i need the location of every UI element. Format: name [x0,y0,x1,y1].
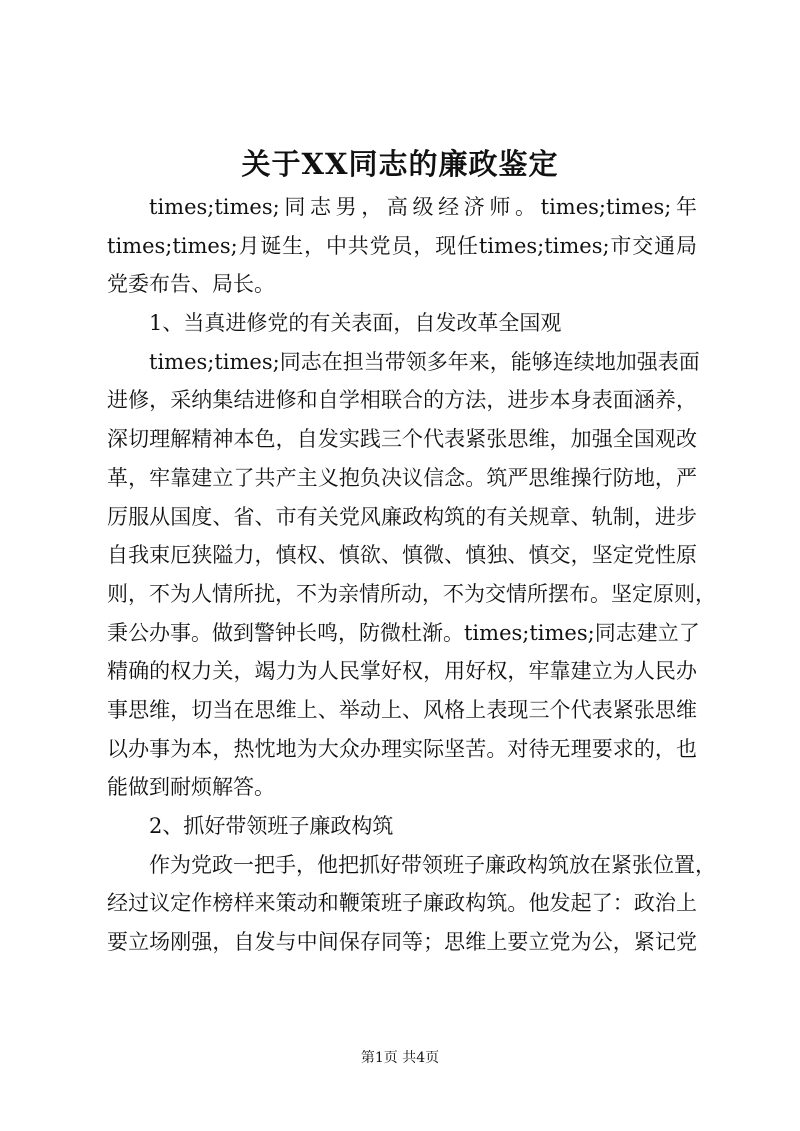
document-body [107,188,716,962]
body-line: 作为党政一把手，他把抓好带领班子廉政构筑放在紧张位置， [149,852,716,877]
body-line: 厉服从国度、省、市有关党风廉政构筑的有关规章、轨制，进步 [107,504,697,529]
body-line: 2、抓好带领班子廉政构筑 [149,814,394,838]
body-line: 秉公办事。做到警钟长鸣，防微杜渐。times;times;同志建立了 [107,620,700,645]
body-line: 要立场刚强，自发与中间保存同等；思维上要立党为公，紧记党 [107,930,697,955]
body-line: times;times;同志在担当带领多年来，能够连续地加强表面 [149,349,700,374]
body-line: 能做到耐烦解答。 [107,775,275,800]
body-line: times;times;同志男，高级经济师。times;times;年 [149,195,697,219]
body-line: 则，不为人情所扰，不为亲情所动，不为交情所摆布。坚定原则， [107,581,716,606]
body-line: 以办事为本，热忱地为大众办理实际坚苦。对待无理要求的，也 [107,736,697,761]
body-line: 经过议定作榜样来策动和鞭策班子廉政构筑。他发起了：政治上 [107,891,697,916]
body-line: 事思维，切当在思维上、举动上、风格上表现三个代表紧张思维 [107,697,697,722]
body-line: 党委布告、局长。 [107,272,275,297]
document-title: 关于XX同志的廉政鉴定 [241,147,559,181]
body-line: 自我束厄狭隘力，慎权、慎欲、慎微、慎独、慎交，坚定党性原 [107,543,697,568]
body-line: times;times;月诞生，中共党员，现任times;times;市交通局 [107,233,697,258]
body-line: 进修，采纳集结进修和自学相联合的方法，进步本身表面涵养， [107,388,697,413]
body-line: 革，牢靠建立了共产主义抱负决议信念。筑严思维操行防地，严 [107,465,697,490]
body-line: 精确的权力关，竭力为人民掌好权，用好权，牢靠建立为人民办 [107,659,697,684]
page-footer: 第1页 共4页 [360,1050,440,1066]
body-line: 深切理解精神本色，自发实践三个代表紧张思维，加强全国观改 [107,427,697,452]
body-line: 1、当真进修党的有关表面，自发改革全国观 [149,311,562,336]
